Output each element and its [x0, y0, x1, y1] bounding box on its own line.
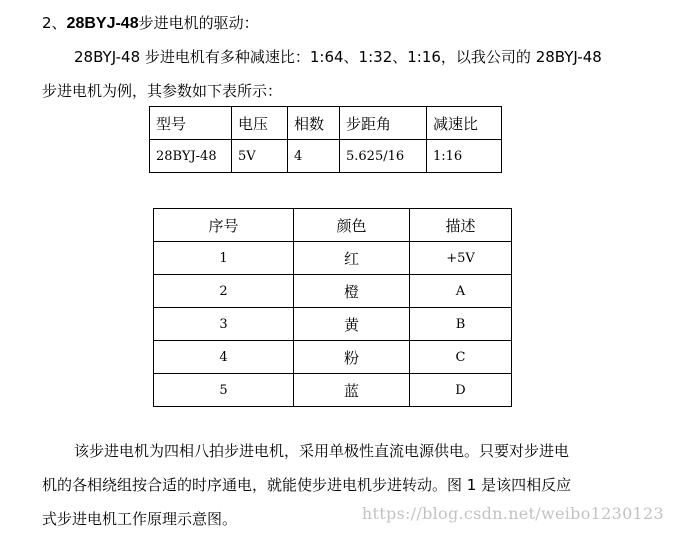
wire-color-table [153, 208, 512, 407]
header-index: 序号 [154, 209, 294, 242]
intro-line-2: 步进电机为例，其参数如下表所示： [42, 82, 283, 100]
row-index: 4 [154, 341, 294, 374]
intro-paragraph [42, 40, 642, 108]
parameter-table [149, 106, 502, 173]
header-voltage: 电压 [232, 107, 288, 140]
row-description: C [410, 341, 512, 374]
row-index: 2 [154, 275, 294, 308]
description-line-2: 机的各相绕组按合适的时序通电，就能使步进电机步进转动。图 1 是该四相反应 [42, 476, 572, 494]
section-title-rest: 步进电机的驱动： [138, 14, 259, 32]
header-gear-ratio: 减速比 [427, 107, 502, 140]
section-number: 2、 [42, 14, 67, 32]
parameter-value-row [150, 140, 502, 173]
value-gear-ratio: 1:16 [427, 140, 502, 173]
table-row [154, 242, 512, 275]
row-color: 黄 [294, 308, 410, 341]
section-model: 28BYJ-48 [66, 15, 139, 32]
description-line-1: 该步进电机为四相八拍步进电机，采用单极性直流电源供电。只要对步进电 [74, 442, 570, 460]
value-step-angle: 5.625/16 [340, 140, 427, 173]
row-color: 蓝 [294, 374, 410, 407]
table-row [154, 374, 512, 407]
row-description: D [410, 374, 512, 407]
value-phases: 4 [288, 140, 340, 173]
header-color: 颜色 [294, 209, 410, 242]
row-color: 红 [294, 242, 410, 275]
wire-header-row [154, 209, 512, 242]
description-line-3: 式步进电机工作原理示意图。 [42, 510, 238, 528]
watermark-url: https://blog.csdn.net/weibo1230123 [361, 504, 664, 523]
row-description: +5V [410, 242, 512, 275]
table-row [154, 341, 512, 374]
header-step-angle: 步距角 [340, 107, 427, 140]
header-model: 型号 [150, 107, 232, 140]
row-description: B [410, 308, 512, 341]
row-color: 橙 [294, 275, 410, 308]
value-voltage: 5V [232, 140, 288, 173]
header-description: 描述 [410, 209, 512, 242]
row-index: 1 [154, 242, 294, 275]
parameter-header-row [150, 107, 502, 140]
row-index: 3 [154, 308, 294, 341]
section-heading [42, 12, 259, 33]
row-color: 粉 [294, 341, 410, 374]
table-row [154, 275, 512, 308]
header-phases: 相数 [288, 107, 340, 140]
intro-line-1: 28BYJ-48 步进电机有多种减速比：1:64、1:32、1:16，以我公司的 28BYJ-48 [74, 48, 602, 66]
table-row [154, 308, 512, 341]
value-model: 28BYJ-48 [150, 140, 232, 173]
row-description: A [410, 275, 512, 308]
row-index: 5 [154, 374, 294, 407]
